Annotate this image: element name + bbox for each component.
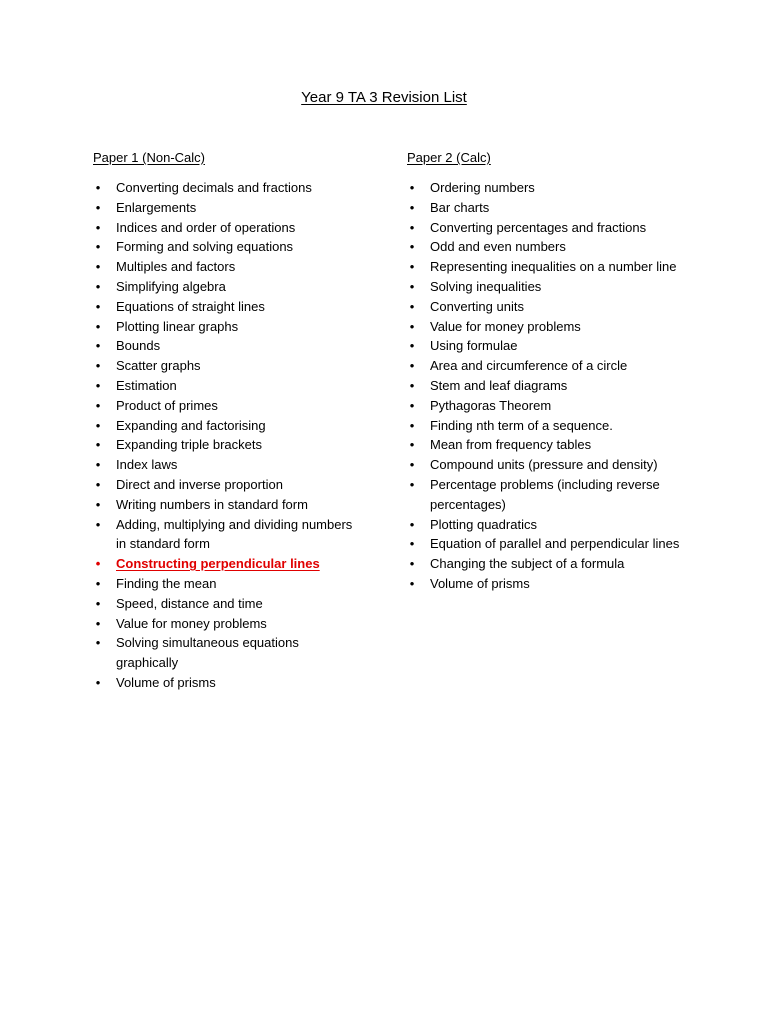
bullet-icon: • — [95, 516, 101, 532]
list-item: • Writing numbers in standard form — [93, 495, 363, 515]
bullet-icon: • — [409, 219, 415, 235]
bullet-icon: • — [95, 575, 101, 591]
bullet-icon: • — [95, 239, 101, 255]
bullet-icon: • — [409, 536, 415, 552]
bullet-icon: • — [95, 437, 101, 453]
bullet-icon: • — [409, 457, 415, 473]
list-item: • Bounds — [93, 336, 363, 356]
document-title: Year 9 TA 3 Revision List — [301, 89, 467, 106]
list-item: • Value for money problems — [407, 317, 687, 337]
list-item: • Mean from frequency tables — [407, 435, 687, 455]
list-item: • Volume of prisms — [93, 673, 363, 693]
bullet-icon: • — [95, 259, 101, 275]
bullet-icon: • — [95, 615, 101, 631]
paper1-heading: Paper 1 (Non-Calc) — [93, 150, 205, 165]
bullet-icon: • — [95, 496, 101, 512]
bullet-icon: • — [409, 575, 415, 591]
list-item: • Speed, distance and time — [93, 594, 363, 614]
bullet-icon: • — [95, 199, 101, 215]
list-item: • Enlargements — [93, 198, 363, 218]
bullet-icon: • — [409, 180, 415, 195]
bullet-icon: • — [409, 397, 415, 413]
bullet-icon: • — [95, 674, 101, 690]
bullet-icon: • — [95, 298, 101, 314]
list-item: • Forming and solving equations — [93, 237, 363, 257]
list-item: • Plotting quadratics — [407, 515, 687, 535]
list-item: • Percentage problems (including reverse percentages) — [407, 475, 687, 515]
list-item: • Pythagoras Theorem — [407, 396, 687, 416]
list-item: • Estimation — [93, 376, 363, 396]
bullet-icon: • — [409, 338, 415, 354]
list-item: • Compound units (pressure and density) — [407, 455, 687, 475]
bullet-icon: • — [95, 595, 101, 611]
bullet-icon: • — [409, 417, 415, 433]
list-item: • Area and circumference of a circle — [407, 356, 687, 376]
list-item: • Bar charts — [407, 198, 687, 218]
list-item: • Equations of straight lines — [93, 297, 363, 317]
list-item: • Representing inequalities on a number line — [407, 257, 687, 277]
bullet-icon: • — [409, 239, 415, 255]
list-item: • Direct and inverse proportion — [93, 475, 363, 495]
list-item: • Finding nth term of a sequence. — [407, 416, 687, 436]
list-item: • Multiples and factors — [93, 257, 363, 277]
list-item: • Stem and leaf diagrams — [407, 376, 687, 396]
list-item: • Plotting linear graphs — [93, 317, 363, 337]
list-item: • Solving simultaneous equations graphically — [93, 633, 363, 673]
list-item: • Product of primes — [93, 396, 363, 416]
list-item: • Adding, multiplying and dividing numbers in standard form — [93, 515, 363, 555]
bullet-icon: • — [95, 377, 101, 393]
list-item: • Simplifying algebra — [93, 277, 363, 297]
bullet-icon: • — [95, 358, 101, 374]
bullet-icon: • — [409, 556, 415, 572]
list-item: • Expanding and factorising — [93, 416, 363, 436]
list-item: • Finding the mean — [93, 574, 363, 594]
paper1-column — [93, 149, 363, 693]
bullet-icon: • — [95, 318, 101, 334]
bullet-icon: • — [409, 437, 415, 453]
bullet-icon: • — [409, 377, 415, 393]
bullet-icon: • — [95, 417, 101, 433]
bullet-icon: • — [95, 338, 101, 354]
bullet-icon: • — [95, 219, 101, 235]
paper2-column — [407, 149, 687, 594]
list-item: • Solving inequalities — [407, 277, 687, 297]
paper2-heading: Paper 2 (Calc) — [407, 150, 491, 165]
list-item: • Value for money problems — [93, 614, 363, 634]
list-item-highlighted: • Constructing perpendicular lines — [93, 554, 363, 574]
bullet-icon: • — [409, 298, 415, 314]
bullet-icon: • — [95, 556, 101, 572]
bullet-icon: • — [95, 180, 101, 195]
list-item: • Using formulae — [407, 336, 687, 356]
list-item: • Changing the subject of a formula — [407, 554, 687, 574]
bullet-icon: • — [95, 397, 101, 413]
list-item: • Equation of parallel and perpendicular lines — [407, 534, 687, 554]
list-item: • Scatter graphs — [93, 356, 363, 376]
bullet-icon: • — [95, 278, 101, 294]
list-item: • Converting units — [407, 297, 687, 317]
list-item: • Expanding triple brackets — [93, 435, 363, 455]
paper1-topic-list — [93, 178, 363, 693]
list-item: • Indices and order of operations — [93, 218, 363, 238]
bullet-icon: • — [409, 516, 415, 532]
list-item: • Index laws — [93, 455, 363, 475]
bullet-icon: • — [95, 635, 101, 651]
bullet-icon: • — [95, 476, 101, 492]
list-item: • Converting decimals and fractions — [93, 178, 363, 198]
list-item: • Volume of prisms — [407, 574, 687, 594]
bullet-icon: • — [409, 476, 415, 492]
bullet-icon: • — [409, 259, 415, 275]
list-item: • Converting percentages and fractions — [407, 218, 687, 238]
bullet-icon: • — [409, 278, 415, 294]
bullet-icon: • — [409, 358, 415, 374]
bullet-icon: • — [95, 457, 101, 473]
bullet-icon: • — [409, 199, 415, 215]
paper2-topic-list — [407, 178, 687, 594]
list-item: • Ordering numbers — [407, 178, 687, 198]
bullet-icon: • — [409, 318, 415, 334]
list-item: • Odd and even numbers — [407, 237, 687, 257]
